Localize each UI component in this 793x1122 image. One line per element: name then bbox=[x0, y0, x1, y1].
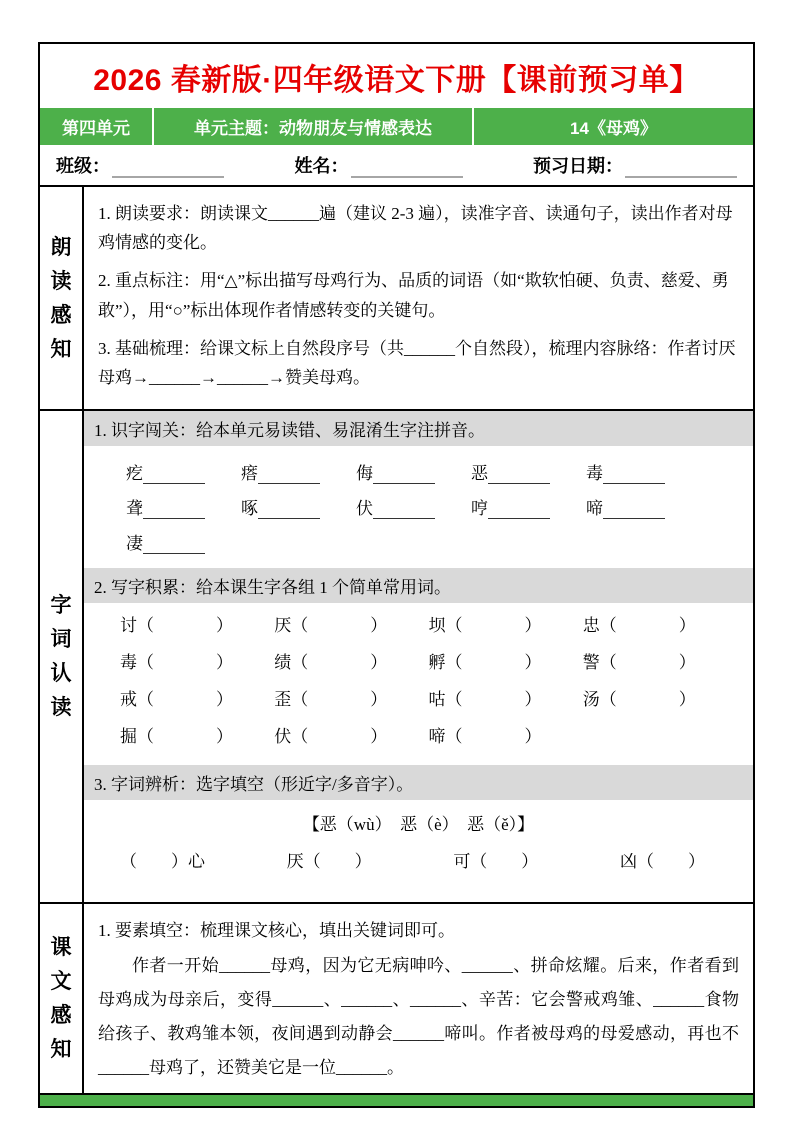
word-cell bbox=[429, 648, 583, 673]
class-label: 班级： bbox=[56, 156, 110, 176]
unit-theme: 单元主题：动物朋友与情感表达 bbox=[152, 108, 474, 145]
word-row bbox=[120, 685, 737, 710]
character: 毒 bbox=[120, 653, 137, 673]
close-paren: ） bbox=[216, 616, 233, 636]
close-paren: ） bbox=[678, 690, 696, 710]
pinyin-row bbox=[126, 494, 743, 519]
word-cell bbox=[583, 685, 737, 710]
date-label: 预习日期： bbox=[533, 156, 623, 176]
character-with-blank bbox=[471, 494, 550, 519]
label-char: 读 bbox=[50, 269, 72, 293]
open-paren: （ bbox=[445, 616, 463, 636]
character: 毒 bbox=[586, 464, 603, 484]
open-paren: （ bbox=[445, 727, 463, 747]
character: 侮 bbox=[356, 464, 373, 484]
lesson-title: 14《母鸡》 bbox=[570, 119, 657, 138]
worksheet bbox=[38, 42, 755, 1108]
character: 讨 bbox=[120, 616, 137, 636]
task1-title: 1. 识字闯关：给本单元易读错、易混淆生字注拼音。 bbox=[84, 411, 753, 446]
word-cell bbox=[120, 648, 274, 673]
task3-title: 3. 字词辨析：选字填空（形近字/多音字）。 bbox=[84, 765, 753, 800]
character: 伏 bbox=[356, 499, 373, 519]
open-paren: （ bbox=[291, 616, 309, 636]
close-paren: ） bbox=[524, 690, 542, 710]
character: 绩 bbox=[274, 653, 292, 673]
character: 厌 bbox=[274, 616, 292, 636]
label-char: 字 bbox=[50, 594, 72, 618]
pinyin-blank bbox=[488, 468, 550, 485]
character: 咕 bbox=[428, 690, 446, 710]
page-title: 2026 春新版·四年级语文下册【课前预习单】 bbox=[93, 64, 700, 97]
unit-number: 第四单元 bbox=[62, 119, 130, 138]
worksheet-body bbox=[40, 187, 753, 1093]
character: 汤 bbox=[582, 690, 600, 710]
character-with-blank bbox=[356, 494, 435, 519]
label-char: 知 bbox=[50, 337, 72, 361]
close-paren: ） bbox=[216, 653, 233, 673]
open-paren: （ bbox=[599, 653, 617, 673]
close-paren: ） bbox=[370, 616, 388, 636]
words-tasks bbox=[84, 411, 753, 902]
word-cell bbox=[274, 648, 428, 673]
footer-accent-bar bbox=[40, 1093, 753, 1106]
word-cell bbox=[583, 648, 737, 673]
open-paren: （ bbox=[291, 653, 309, 673]
open-paren: （ bbox=[445, 690, 463, 710]
word-cell bbox=[583, 611, 737, 636]
pinyin-blank bbox=[143, 503, 205, 520]
fill-blank-item: （ ）心 bbox=[120, 852, 205, 872]
character-with-blank bbox=[241, 459, 320, 484]
character: 孵 bbox=[428, 653, 446, 673]
character-with-blank bbox=[126, 529, 205, 554]
label-char: 词 bbox=[50, 628, 72, 652]
pinyin-blank bbox=[603, 503, 665, 520]
character: 歪 bbox=[274, 690, 292, 710]
fill-blank-item: 可（ ） bbox=[453, 852, 539, 872]
name-label: 姓名： bbox=[294, 156, 349, 176]
word-cell bbox=[274, 722, 428, 747]
reading-tasks bbox=[84, 187, 753, 409]
close-paren: ） bbox=[370, 727, 388, 747]
word-building bbox=[84, 603, 753, 765]
pinyin-blank bbox=[373, 503, 435, 520]
task-text: 3. 基础梳理：给课文标上自然段序号（共______个自然段），梳理内容脉络：作者讨厌母鸡→______→______→赞美母鸡。 bbox=[98, 338, 736, 388]
close-paren: ） bbox=[524, 727, 542, 747]
label-char: 感 bbox=[50, 303, 72, 327]
open-paren: （ bbox=[291, 690, 309, 710]
character-with-blank bbox=[471, 459, 550, 484]
unit-header-bar bbox=[40, 108, 753, 145]
date-blank bbox=[625, 160, 737, 178]
close-paren: ） bbox=[524, 653, 542, 673]
close-paren: ） bbox=[370, 690, 388, 710]
word-cell bbox=[429, 722, 583, 747]
student-info-row bbox=[40, 145, 753, 187]
fill-blank-item: 凶（ ） bbox=[619, 852, 705, 872]
close-paren: ） bbox=[678, 616, 696, 636]
word-cell bbox=[120, 685, 274, 710]
character: 疙 bbox=[126, 464, 143, 484]
section-label-reading bbox=[40, 187, 84, 409]
pinyin-blank bbox=[258, 503, 320, 520]
character: 忠 bbox=[582, 616, 600, 636]
character-with-blank bbox=[586, 459, 665, 484]
pinyin-blank bbox=[603, 468, 665, 485]
close-paren: ） bbox=[678, 653, 696, 673]
date-field bbox=[533, 152, 737, 178]
word-cell bbox=[120, 722, 274, 747]
fill-blank-item: 厌（ ） bbox=[286, 852, 372, 872]
character: 警 bbox=[582, 653, 600, 673]
pinyin-practice bbox=[84, 446, 753, 568]
label-char: 朗 bbox=[50, 235, 72, 259]
task-text: 1. 朗读要求：朗读课文______遍（建议 2-3 遍），读准字音、读通句子，读出作者对母鸡情感的变化。 bbox=[98, 204, 733, 253]
name-field bbox=[295, 152, 463, 178]
character: 戒 bbox=[120, 690, 137, 710]
character-with-blank bbox=[241, 494, 320, 519]
character-with-blank bbox=[126, 459, 205, 484]
open-paren: （ bbox=[137, 616, 154, 636]
name-blank bbox=[351, 160, 463, 178]
character: 掘 bbox=[120, 727, 137, 747]
character: 啼 bbox=[428, 727, 446, 747]
open-paren: （ bbox=[137, 690, 154, 710]
character-with-blank bbox=[586, 494, 665, 519]
section-label-text bbox=[40, 904, 84, 1093]
label-char: 认 bbox=[50, 662, 72, 686]
section-reading bbox=[40, 187, 753, 409]
character: 哼 bbox=[471, 499, 488, 519]
open-paren: （ bbox=[291, 727, 309, 747]
close-paren: ） bbox=[216, 727, 233, 747]
character: 聋 bbox=[126, 499, 143, 519]
class-blank bbox=[112, 160, 224, 178]
pinyin-blank bbox=[373, 468, 435, 485]
class-field bbox=[56, 152, 224, 178]
open-paren: （ bbox=[599, 616, 617, 636]
character-with-blank bbox=[126, 494, 205, 519]
character: 坝 bbox=[428, 616, 446, 636]
label-char: 文 bbox=[50, 970, 72, 994]
pinyin-row bbox=[126, 529, 743, 554]
pinyin-blank bbox=[143, 538, 205, 555]
word-cell bbox=[274, 685, 428, 710]
character-choices: 【恶（wù） 恶（è） 恶（ě）】 bbox=[302, 815, 535, 835]
summary-paragraph: 作者一开始______母鸡，因为它无病呻吟、______、拼命炫耀。后来，作者看到母鸡成为母亲后，变得______、______、______、辛苦：它会警戒鸡雏、______食物给孩子、教鸡雏本领，夜间遇到动静会______啼叫。作者被母鸡的母爱感动，再也不______母鸡了，还赞美它是一位______。 bbox=[98, 956, 739, 1077]
text-tasks bbox=[84, 904, 753, 1093]
close-paren: ） bbox=[370, 653, 388, 673]
word-row bbox=[120, 722, 737, 747]
word-cell bbox=[274, 611, 428, 636]
open-paren: （ bbox=[137, 653, 154, 673]
word-cell bbox=[120, 611, 274, 636]
word-row bbox=[120, 611, 737, 636]
close-paren: ） bbox=[524, 616, 542, 636]
section-label-words bbox=[40, 411, 84, 902]
fill-blank-row bbox=[84, 839, 753, 882]
task-text: 2. 重点标注：用“△”标出描写母鸡行为、品质的词语（如“欺软怕硬、负责、慈爱、勇敢”），用“○”标出体现作者情感转变的关键句。 bbox=[98, 271, 729, 320]
word-cell bbox=[429, 685, 583, 710]
character: 恶 bbox=[471, 464, 488, 484]
word-cell bbox=[429, 611, 583, 636]
label-char: 感 bbox=[50, 1004, 72, 1028]
task2-title: 2. 写字积累：给本课生字各组 1 个简单常用词。 bbox=[84, 568, 753, 603]
open-paren: （ bbox=[445, 653, 463, 673]
word-row bbox=[120, 648, 737, 673]
label-char: 知 bbox=[50, 1038, 72, 1062]
pinyin-blank bbox=[143, 468, 205, 485]
open-paren: （ bbox=[599, 690, 617, 710]
open-paren: （ bbox=[137, 727, 154, 747]
section-text bbox=[40, 902, 753, 1093]
pinyin-blank bbox=[488, 503, 550, 520]
pinyin-blank bbox=[258, 468, 320, 485]
character: 瘩 bbox=[241, 464, 258, 484]
character-with-blank bbox=[356, 459, 435, 484]
section-words bbox=[40, 409, 753, 902]
character: 凄 bbox=[126, 534, 143, 554]
label-char: 课 bbox=[50, 936, 72, 960]
pinyin-row bbox=[126, 459, 743, 484]
close-paren: ） bbox=[216, 690, 233, 710]
task-title: 1. 要素填空：梳理课文核心，填出关键词即可。 bbox=[98, 921, 455, 941]
label-char: 读 bbox=[50, 696, 72, 720]
character: 啄 bbox=[241, 499, 258, 519]
character: 啼 bbox=[586, 499, 603, 519]
character: 伏 bbox=[274, 727, 292, 747]
